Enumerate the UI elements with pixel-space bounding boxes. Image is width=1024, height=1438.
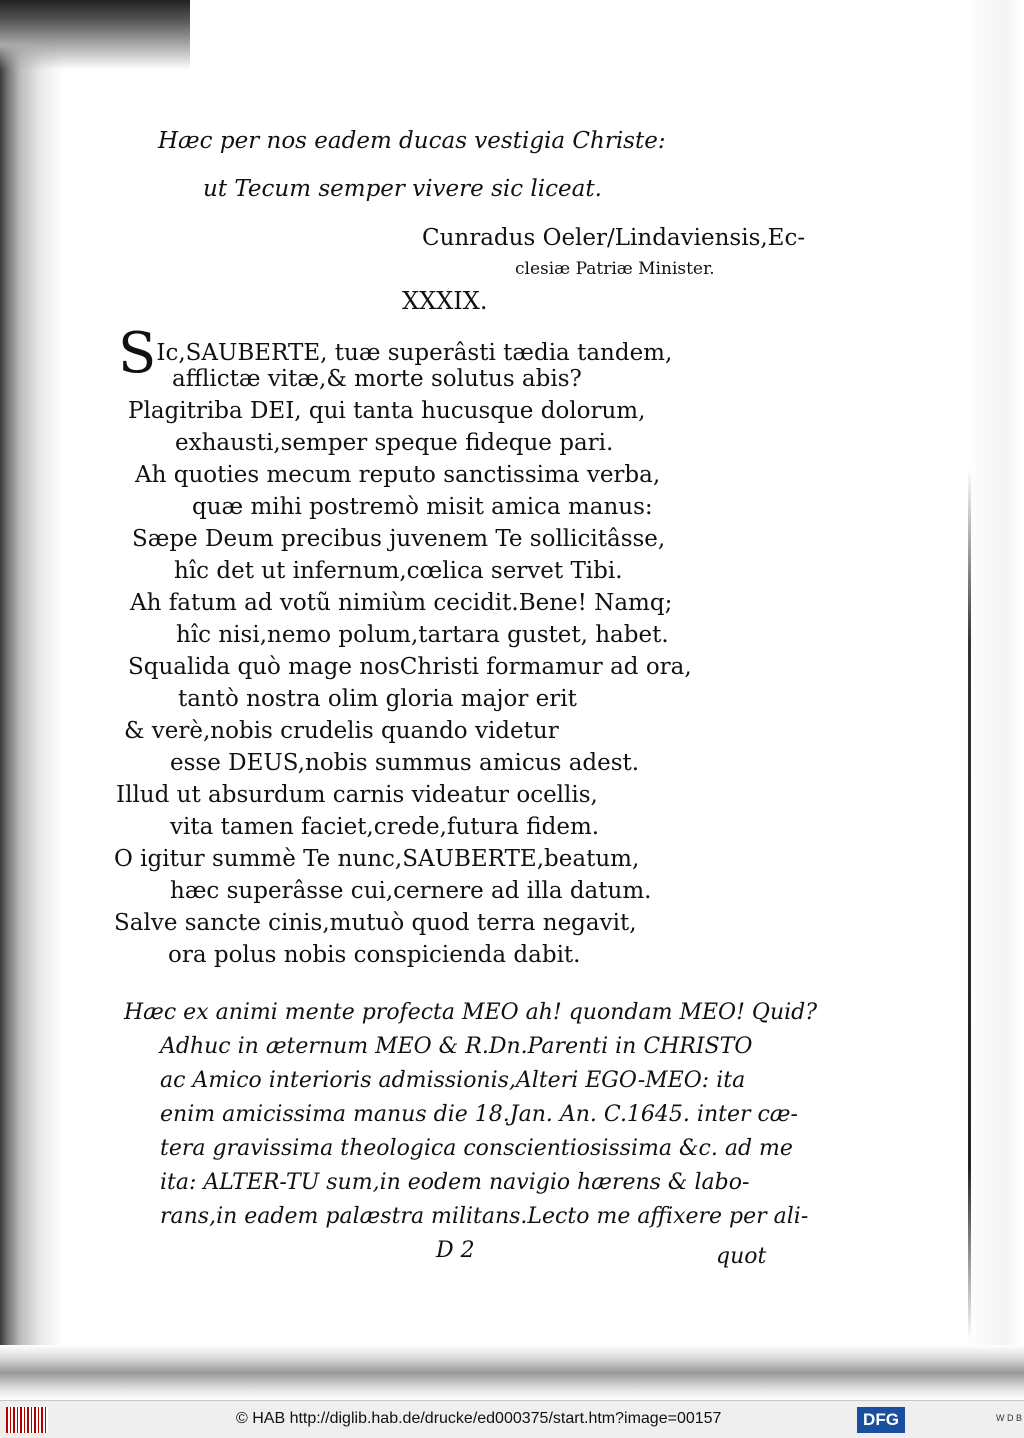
prose-line: ac Amico interioris admissionis,Alteri EGO-MEO: ita xyxy=(160,1068,746,1093)
viewer-footer xyxy=(0,1400,1024,1438)
poem-line: esse DEUS,nobis summus amicus adest. xyxy=(170,750,640,776)
poem-line: Squalida quò mage nosChristi formamur ad ora, xyxy=(128,654,692,680)
drop-capital: S xyxy=(118,321,157,386)
poem-line: Salve sancte cinis,mutuò quod terra negavit, xyxy=(114,910,637,936)
poem-line: hîc nisi,nemo polum,tartara gustet, habet. xyxy=(176,622,669,648)
dfg-logo: DFG xyxy=(857,1407,905,1433)
signature-line: Cunradus Oeler/Lindaviensis,Ec- xyxy=(422,225,806,251)
prose-line: Hæc ex animi mente profecta MEO ah! quondam MEO! Quid? xyxy=(124,1000,818,1025)
poem-line: Illud ut absurdum carnis videatur ocellis, xyxy=(116,782,598,808)
poem-line: afflictæ vitæ,& morte solutus abis? xyxy=(172,366,582,392)
catchword: quot xyxy=(716,1244,767,1269)
barcode-icon xyxy=(6,1407,48,1433)
poem-line: exhausti,semper speque fideque pari. xyxy=(175,430,614,456)
copyright-link[interactable]: © HAB http://diglib.hab.de/drucke/ed000375/start.htm?image=00157 xyxy=(236,1410,722,1427)
poem-line: vita tamen faciet,crede,futura fidem. xyxy=(170,814,600,840)
poem-line: Sæpe Deum precibus juvenem Te sollicitâsse, xyxy=(132,526,666,552)
poem-line: O igitur summè Te nunc,SAUBERTE,beatum, xyxy=(114,846,640,872)
prose-line: tera gravissima theologica conscientiosissima &c. ad me xyxy=(160,1136,793,1161)
prose-line: rans,in eadem palæstra militans.Lecto me affixere per ali- xyxy=(160,1204,809,1229)
poem-line: Ah quoties mecum reputo sanctissima verba, xyxy=(135,462,661,488)
poem-line: Plagitriba DEI, qui tanta hucusque dolorum, xyxy=(128,398,646,424)
signature-line: clesiæ Patriæ Minister. xyxy=(515,259,715,279)
poem-line: quæ mihi postremò misit amica manus: xyxy=(192,494,653,520)
poem-line: Ah fatum ad votũ nimiùm cecidit.Bene! Namq; xyxy=(130,590,673,616)
signature-mark: D 2 xyxy=(436,1238,475,1263)
wdb-mark: W D B xyxy=(996,1413,1022,1423)
prose-line: ita: ALTER-TU sum,in eodem navigio hærens & labo- xyxy=(160,1170,750,1195)
poem-line: hæc superâsse cui,cernere ad illa datum. xyxy=(170,878,652,904)
prose-line: Adhuc in æternum MEO & R.Dn.Parenti in CHRISTO xyxy=(160,1034,753,1059)
poem-line: tantò nostra olim gloria major erit xyxy=(178,686,577,712)
section-number: XXXIX. xyxy=(402,287,488,315)
prose-line: enim amicissima manus die 18.Jan. An. C.1645. inter cæ- xyxy=(160,1102,798,1127)
poem-line: & verè,nobis crudelis quando videtur xyxy=(124,718,559,744)
poem-line: ora polus nobis conspicienda dabit. xyxy=(168,942,581,968)
poem-line-text: Ic,SAUBERTE, tuæ superâsti tædia tandem, xyxy=(156,340,673,366)
poem-line: hîc det ut infernum,cœlica servet Tibi. xyxy=(174,558,623,584)
couplet-line: Hæc per nos eadem ducas vestigia Christe: xyxy=(158,128,666,154)
couplet-line: ut Tecum semper vivere sic liceat. xyxy=(203,176,602,202)
